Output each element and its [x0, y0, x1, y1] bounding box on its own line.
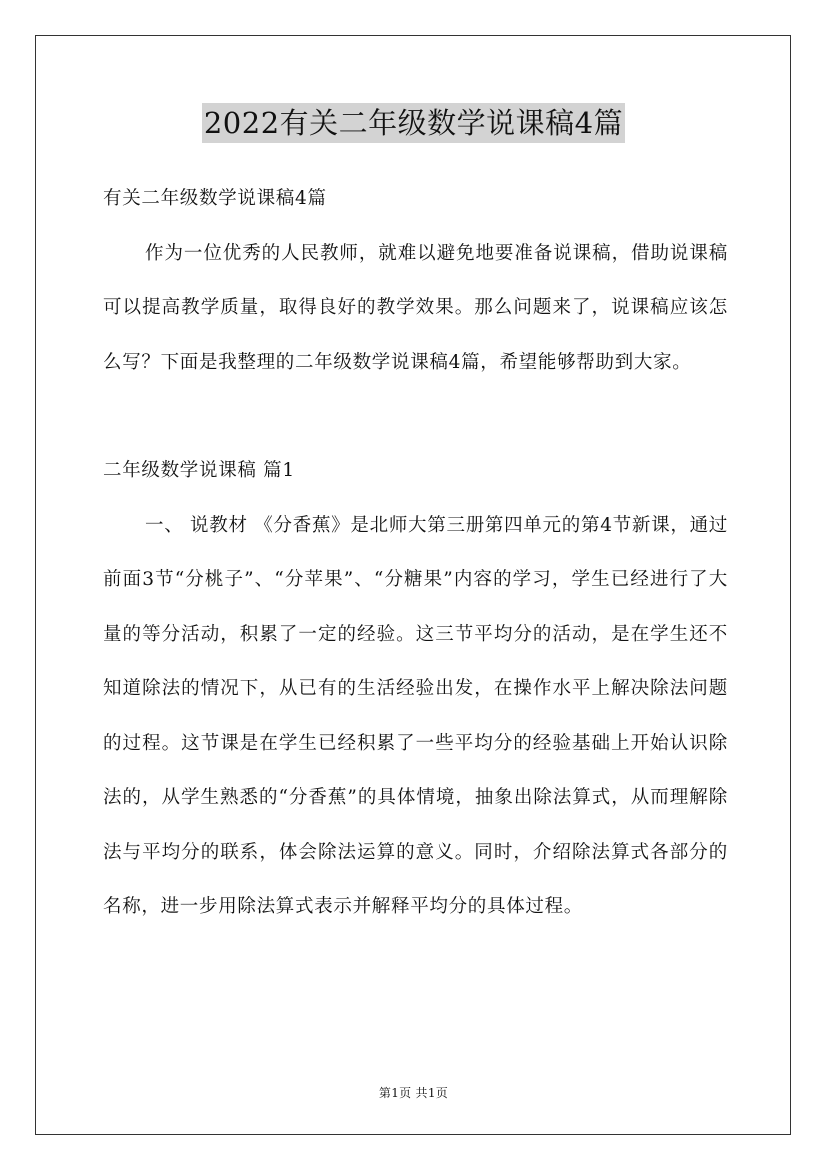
document-subtitle: 有关二年级数学说课稿4篇 [103, 188, 327, 209]
section-heading: 二年级数学说课稿 篇1 [103, 460, 295, 481]
page-footer: 第1页 共1页 [378, 1086, 449, 1100]
section-paragraph: 一、 说教材 《分香蕉》是北师大第三册第四单元的第4节新课，通过前面3节“分桃子”、“分苹果”、“分糖果”内容的学习，学生已经进行了大量的等分活动，积累了一定的经验。这三节平均分的活动，是在学生还不知道除法的情况下，从已有的生活经验出发，在操作水平上解决除法问题的过程。这节课是在学生已经积累了一些平均分的经验基础上开始认识除法的，从学生熟悉的“分香蕉”的具体情境，抽象出除法算式，从而理解除法与平均分的联系，体会除法运算的意义。同时，介绍除法算式各部分的名称，进一步用除法算式表示并解释平均分的具体过程。 [103, 514, 728, 917]
title-container [0, 103, 827, 143]
document-body [103, 172, 728, 935]
document-title: 2022有关二年级数学说课稿4篇 [202, 103, 625, 143]
paragraph-gap [103, 390, 728, 444]
intro-paragraph: 作为一位优秀的人民教师，就难以避免地要准备说课稿，借助说课稿可以提高教学质量，取得良好的教学效果。那么问题来了，说课稿应该怎么写？下面是我整理的二年级数学说课稿4篇，希望能够帮助到大家。 [103, 242, 728, 373]
